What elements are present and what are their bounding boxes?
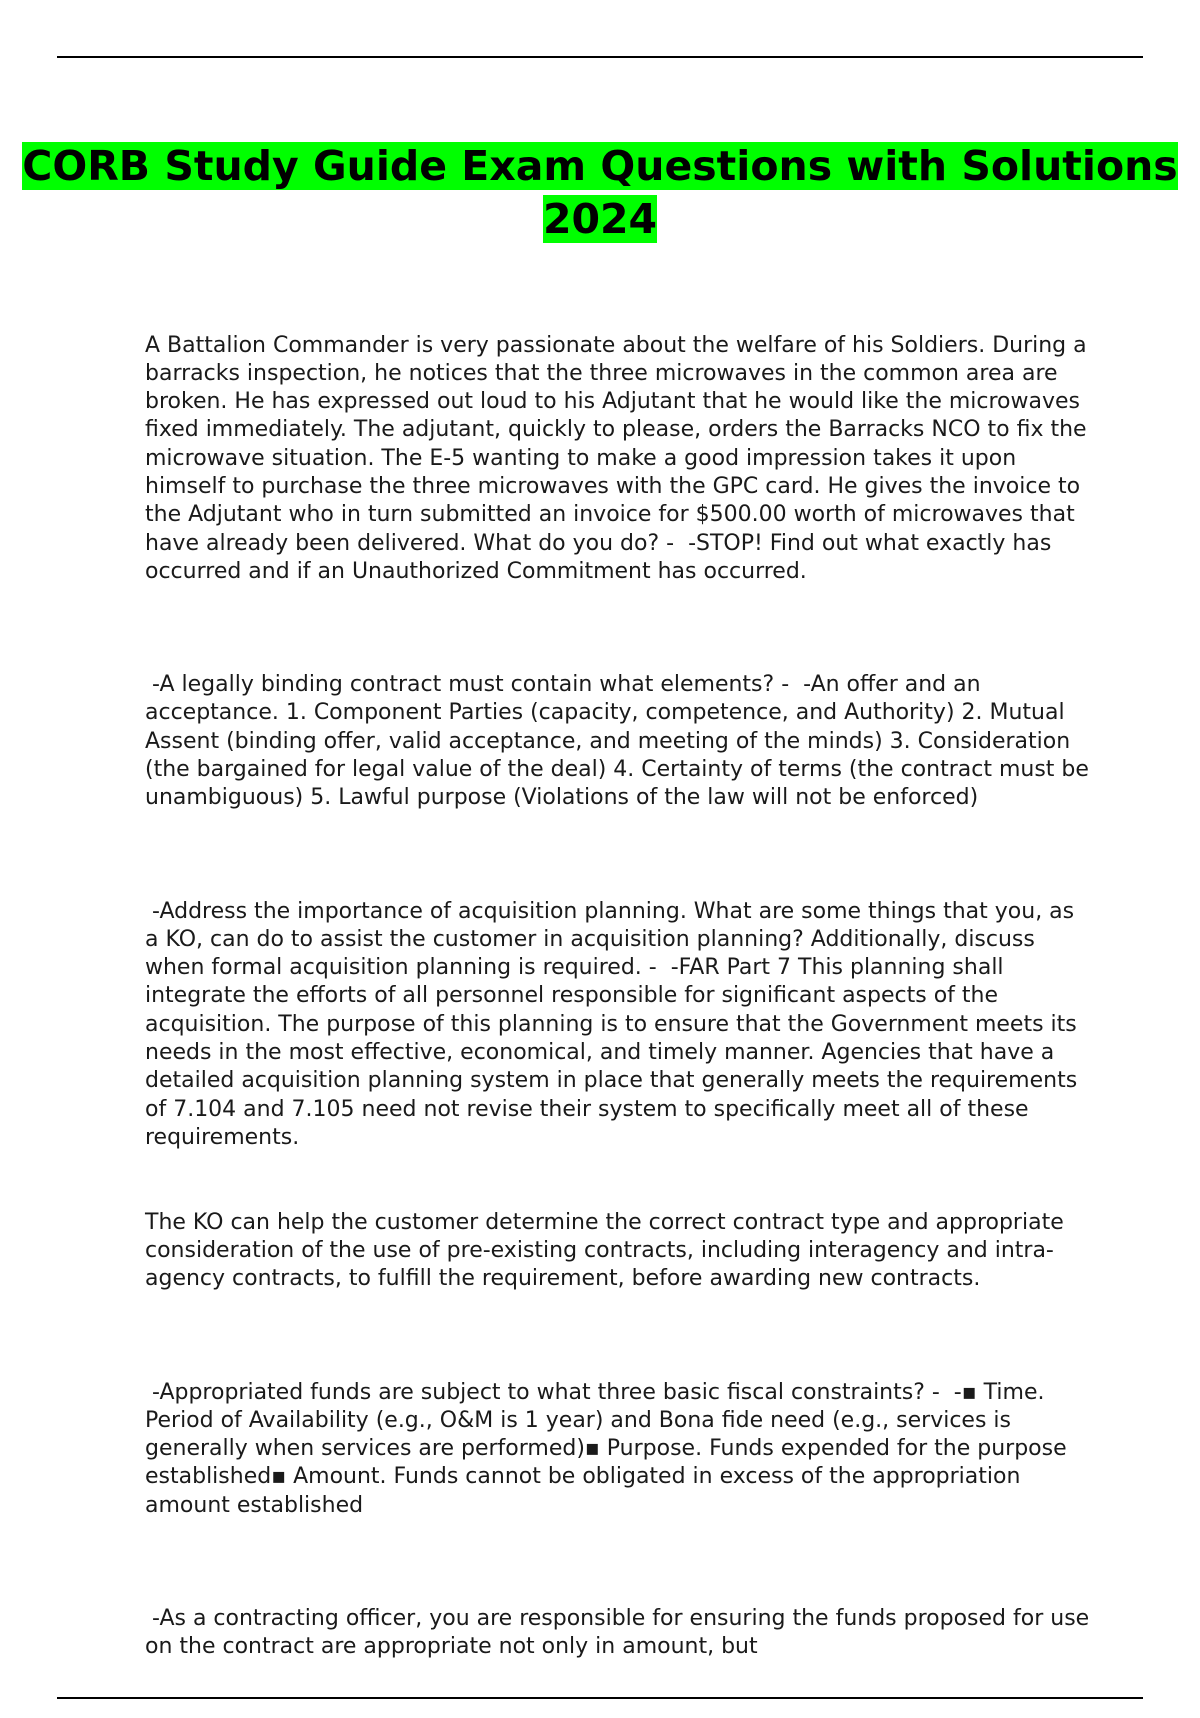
bottom-divider	[57, 1697, 1143, 1699]
title-block	[0, 140, 1200, 246]
paragraph-ko-assistance: The KO can help the customer determine the correct contract type and appropriate consideration of the use of pre-existing contracts, including interagency and intra-agency contracts, to fulfill the requirement, before awarding new contracts.	[145, 1209, 1071, 1292]
document-title: CORB Study Guide Exam Questions with Solutions 2024	[22, 142, 1178, 243]
paragraph-fiscal-constraints: -Appropriated funds are subject to what three basic fiscal constraints? - -▪ Time. Period of Availability (e.g., O&M is 1 year) and Bona fide need (e.g., services is generally when services are performed)▪ Purpose. Funds expended for the purpose established▪ Amount. Funds cannot be obligated in excess of the appropriation amount established	[145, 1379, 1074, 1518]
paragraph-unauthorized-commitment: A Battalion Commander is very passionate about the welfare of his Soldiers. During a barracks inspection, he notices that the three microwaves in the common area are broken. He has expressed out loud to his Adjutant that he would like the microwaves fixed immediately. The adjutant, quickly to please, orders the Barracks NCO to fix the microwave situation. The E-5 wanting to make a good impression takes it upon himself to purchase the three microwaves with the GPC card. He gives the invoice to the Adjutant who in turn submitted an invoice for $500.00 worth of microwaves that have already been delivered. What do you do? - -STOP! Find out what exactly has occurred and if an Unauthorized Commitment has occurred.	[145, 332, 1094, 584]
paragraph-contract-elements: -A legally binding contract must contain what elements? - -An offer and an acceptance. 1. Component Parties (capacity, competence, and Authority) 2. Mutual Assent (binding offer, valid acceptance, and meeting of the minds) 3. Consideration (the bargained for legal value of the deal) 4. Certainty of terms (the contract must be unambiguous) 5. Lawful purpose (Violations of the law will not be enforced)	[145, 672, 1096, 811]
top-divider	[57, 56, 1143, 58]
paragraph-contracting-officer-funds: -As a contracting officer, you are responsible for ensuring the funds proposed for use on the contract are appropriate not only in amount, but	[145, 1605, 1097, 1660]
paragraph-acquisition-planning: -Address the importance of acquisition planning. What are some things that you, as a KO, can do to assist the customer in acquisition planning? Additionally, discuss when formal acquisition planning is required. - -FAR Part 7 This planning shall integrate the efforts of all personnel responsible for significant aspects of the acquisition. The purpose of this planning is to ensure that the Government meets its needs in the most effective, economical, and timely manner. Agencies that have a detailed acquisition planning system in place that generally meets the requirements of 7.104 and 7.105 need not revise their system to specifically meet all of these requirements.	[145, 898, 1085, 1150]
document-body	[145, 275, 1097, 1718]
